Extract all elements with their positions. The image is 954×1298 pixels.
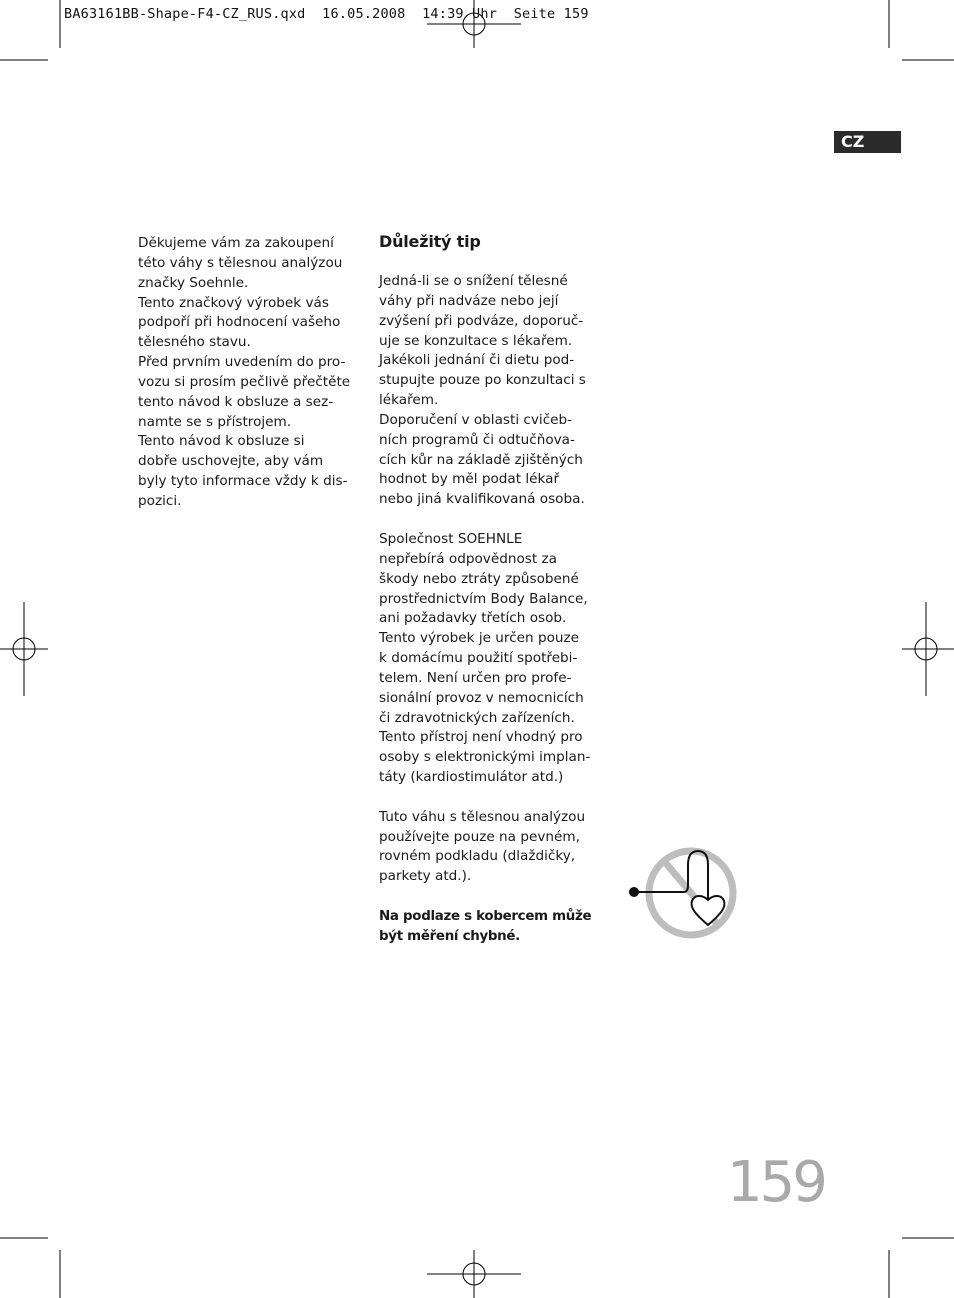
text-line: hodnot by měl podat lékař [379,471,560,488]
text-line: k domácímu použití spotřebi- [379,650,578,667]
text-line: Společnost SOEHNLE [379,530,523,547]
text-line: telem. Není určen pro profe- [379,669,572,686]
text-line: táty (kardiostimulátor atd.) [379,769,564,786]
text-line: rovném podkladu (dlaždičky, [379,848,576,865]
text-line [379,788,590,808]
no-pacemaker-icon [624,845,740,941]
text-line: parkety atd.). [379,868,472,885]
warning-line: být měření chybné. [379,928,520,944]
text-line: značky Soehnle. [138,274,249,291]
text-line: Tento výrobek je určen pouze [379,630,580,647]
text-line: podpoří při hodnocení vašeho [138,314,341,331]
text-line: nepřebírá odpovědnost za [379,550,557,567]
text-line: škody nebo ztráty způsobené [379,570,579,587]
text-line: používejte pouze na pevném, [379,828,580,845]
intro-column [138,234,350,512]
tip-column [379,272,590,887]
text-line [379,510,590,530]
page-number: 159 [727,1150,825,1215]
text-line: Děkujeme vám za zakoupení [138,235,334,251]
carpet-warning [379,907,591,947]
text-line: váhy při nadváze nebo její [379,292,559,309]
text-line: ních programů či odtučňova- [379,431,575,448]
text-line: Tento značkový výrobek vás [138,294,329,311]
text-line: ani požadavky třetích osob. [379,610,567,627]
text-line: osoby s elektronickými implan- [379,749,591,766]
file-slug: BA63161BB-Shape-F4-CZ_RUS.qxd 16.05.2008 14:39 Uhr Seite 159 [64,6,589,22]
text-line: Tuto váhu s tělesnou analýzou [379,808,586,825]
text-line: Jakékoli jednání či dietu pod- [379,352,575,369]
text-line: Tento návod k obsluze si [138,433,305,450]
section-heading: Důležitý tip [379,232,481,251]
text-line: vozu si prosím pečlivě přečtěte [138,373,351,390]
text-line: Tento přístroj není vhodný pro [379,729,583,746]
text-line: lékařem. [379,392,439,409]
text-line: namte se s přístrojem. [138,413,292,430]
text-line: byly tyto informace vždy k dis- [138,473,348,490]
text-line: prostřednictvím Body Balance, [379,590,588,607]
text-line: uje se konzultace s lékařem. [379,332,573,349]
text-line: cích kůr na základě zjištěných [379,451,583,468]
text-line: Doporučení v oblasti cvičeb- [379,411,573,428]
text-line: dobře uschovejte, aby vám [138,453,324,470]
text-line: Před prvním uvedením do pro- [138,354,346,371]
text-line: nebo jiná kvalifikovaná osoba. [379,491,585,508]
text-line: či zdravotnických zařízeních. [379,709,575,726]
text-line: stupujte pouze po konzultaci s [379,372,586,389]
text-line: Jedná-li se o snížení tělesné [379,273,568,289]
text-line: tento návod k obsluze a sez- [138,393,334,410]
language-tab: CZ [834,131,901,153]
text-line: zvýšení při podváze, doporuč- [379,312,584,329]
text-line: tělesného stavu. [138,334,251,351]
text-line: pozici. [138,492,182,509]
text-line: této váhy s tělesnou analýzou [138,254,343,271]
text-line: sionální provoz v nemocnicích [379,689,584,706]
warning-line: Na podlaze s kobercem může [379,909,592,924]
